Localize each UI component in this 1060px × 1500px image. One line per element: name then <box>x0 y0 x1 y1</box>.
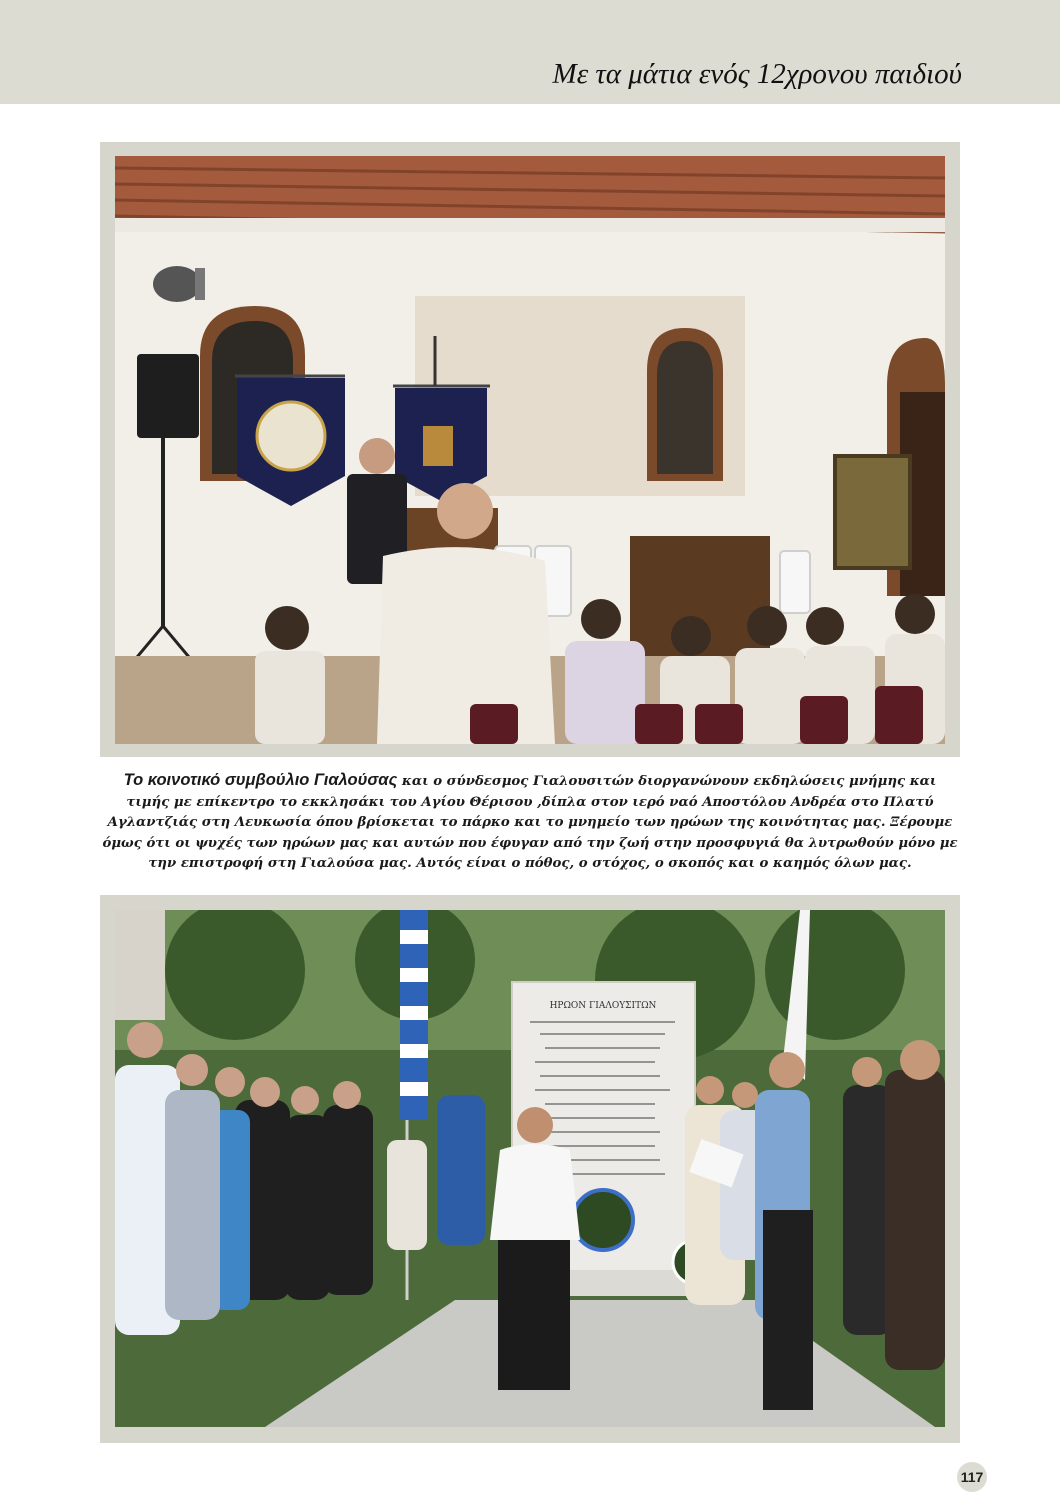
photo-bottom <box>115 910 945 1427</box>
page-number: 117 <box>957 1462 987 1492</box>
monument-inscription-title: ΗΡΩΟΝ ΓΙΑΛΟΥΣΙΤΩΝ <box>549 1001 657 1011</box>
photo-caption <box>100 770 960 875</box>
photo-top <box>115 156 945 744</box>
caption-lead: Το κοινοτικό συμβούλιο Γιαλούσας <box>123 771 398 789</box>
page-header <box>0 0 1060 104</box>
header-title: Με τα μάτια ενός 12χρονου παιδιού <box>552 58 962 90</box>
monument-memorial-illustration <box>115 910 945 1427</box>
caption-body: και ο σύνδεσμος Γιαλουσιτών διοργανώνουν εκδηλώσεις μνήμης και τιμής με επίκεντρο το εκκλησάκι του Αγίου Θέρισου ,δίπλα στον ιερό ναό Αποστόλου Ανδρέα στο Πλατύ Αγλαντζιάς στη Λευκωσία όπου βρίσκεται το πάρκο και το μνημείο των ηρώων της κοινότητας μας. Ξέρουμε όμως ότι οι ψυχές των ηρώων μας και αυτών που έφυγαν από την ζωή στην προσφυγιά θα λυτρωθούν μόνο με την επιστροφή στη Γιαλούσα μας. Αυτός είναι ο πόθος, ο στόχος, ο σκοπός και ο καημός όλων μας. <box>102 774 958 871</box>
church-ceremony-illustration <box>115 156 945 744</box>
